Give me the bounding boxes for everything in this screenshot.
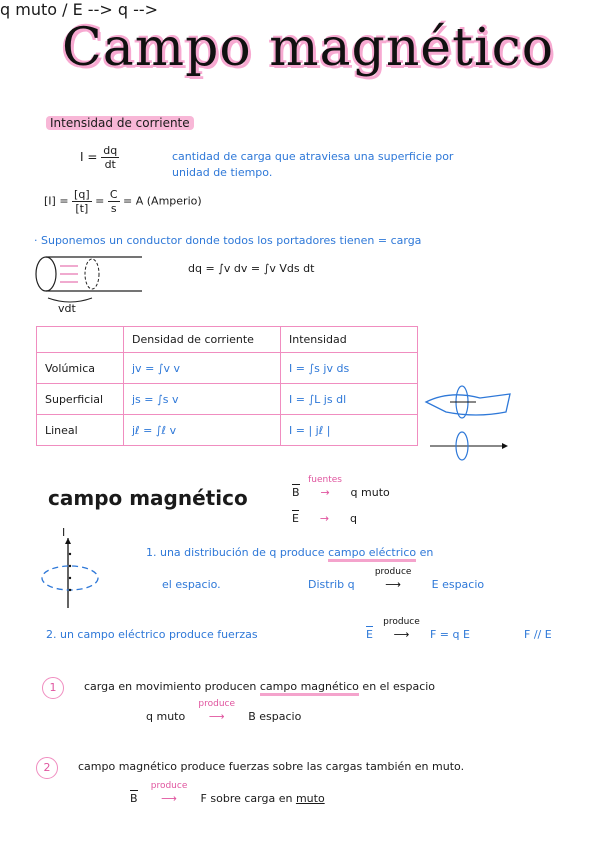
table-cell: I = ∫L js dl (281, 384, 418, 415)
stmt1-highlight: campo magnético (260, 680, 359, 696)
stmt1-text-a: carga en movimiento producen (84, 680, 257, 693)
stmt1-formula (146, 699, 302, 723)
density-table (36, 326, 418, 446)
e-vector: E (292, 512, 299, 525)
heading-highlight: Intensidad de corriente (46, 116, 194, 130)
units-fraction-1 (72, 188, 92, 215)
point2-formula-left: E (366, 628, 373, 641)
def-lhs: I = (80, 150, 98, 164)
stmt2-arrow-label: produce (150, 781, 188, 791)
units-lhs: [I] = (44, 194, 69, 208)
stmt2-text: campo magnético produce fuerzas sobre las cargas también en muto. (78, 760, 465, 773)
point1-text-b: en (419, 546, 434, 559)
def-text-line1: cantidad de carga que atraviesa una superficie por (172, 150, 454, 163)
table-cell: Lineal (37, 415, 124, 446)
suppose-text: · Suponemos un conductor donde todos los portadores tienen = carga (34, 234, 422, 247)
point1-formula (308, 567, 485, 591)
stmt2-formula-left: B (130, 792, 138, 805)
stmt2-number: 2 (36, 757, 58, 779)
point1-text-a: 1. una distribución de q produce (146, 546, 325, 559)
table-row (37, 415, 418, 446)
stmt1-number-badge (42, 676, 64, 699)
point1-arrow: produce ⟶ (358, 578, 428, 591)
point2-parallel: F // E (524, 628, 552, 641)
stmt1-formula-right: B espacio (248, 710, 302, 723)
def-denominator: dt (104, 158, 116, 171)
e-target: q (349, 512, 357, 525)
table-cell: js = ∫s v (124, 384, 281, 415)
table-cell: jv = ∫v v (124, 353, 281, 384)
point1-formula-left: Distrib q (308, 578, 355, 591)
i-label: I (62, 526, 66, 539)
stmt2-number-badge (36, 756, 58, 779)
units-den2: s (110, 202, 117, 215)
b-arrow: fuentes → (303, 486, 347, 499)
table-cell: Volúmica (37, 353, 124, 384)
stmt2-underlined: muto (295, 792, 325, 805)
section-heading-intensidad (46, 116, 194, 130)
def-text-line2: unidad de tiempo. (172, 166, 273, 179)
table-header-cell: Intensidad (281, 327, 418, 353)
point2-formula (366, 617, 470, 641)
stmt1-arrow: produce ⟶ (189, 710, 245, 723)
table-cell: jℓ = ∫ℓ v (124, 415, 281, 446)
e-source-line (292, 512, 357, 525)
section-heading-campo: campo magnético (48, 486, 248, 510)
e-arrow: → (319, 512, 330, 525)
table-header-cell (37, 327, 124, 353)
units-num2: C (109, 188, 118, 201)
units-num1: [q] (74, 188, 90, 201)
stmt2-formula (130, 781, 325, 805)
table-header-cell: Densidad de corriente (124, 327, 281, 353)
stmt1-formula-left: q muto (146, 710, 186, 723)
stmt1-number: 1 (42, 677, 64, 699)
b-target: q muto (350, 486, 390, 499)
point1-arrow-label: produce (374, 567, 412, 577)
def-fraction (101, 144, 119, 171)
stmt1-arrow-label: produce (198, 699, 236, 709)
dq-formula: dq = ∫v dv = ∫v Vds dt (188, 262, 315, 275)
point2-arrow-label: produce (383, 617, 420, 627)
units-rhs: = A (Amperio) (123, 194, 202, 208)
table-row (37, 353, 418, 384)
intensity-definition (80, 144, 119, 171)
point1-continuation: el espacio. (162, 578, 221, 591)
page-title: Campo magnético (62, 18, 555, 78)
vdt-label: vdt (58, 302, 76, 315)
table-cell: Superficial (37, 384, 124, 415)
point2-formula-right: F = q E (429, 628, 470, 641)
b-source-line (292, 475, 390, 499)
units-den1: [t] (75, 202, 89, 215)
point1-formula-right: E espacio (431, 578, 485, 591)
units-line (44, 188, 202, 215)
point2-text: 2. un campo eléctrico produce fuerzas (46, 628, 258, 641)
conductor-sketch (30, 254, 150, 316)
stmt2-formula-right: F sobre carga en (200, 792, 293, 805)
wire-field-sketch (40, 538, 106, 610)
stmt2-arrow: produce ⟶ (141, 792, 197, 805)
table-cell: I = ∫s jv ds (281, 353, 418, 384)
surface-current-sketch (420, 372, 520, 464)
units-fraction-2 (108, 188, 120, 215)
stmt1-line (84, 680, 435, 693)
point1-highlight: campo eléctrico (328, 546, 416, 562)
b-vector: B (292, 486, 300, 499)
table-header-row (37, 327, 418, 353)
table-cell: I = | jℓ | (281, 415, 418, 446)
table-row (37, 384, 418, 415)
stmt1-text-b: en el espacio (362, 680, 436, 693)
point2-arrow: produce ⟶ (376, 628, 426, 641)
def-numerator: dq (103, 144, 118, 157)
b-arrow-label: fuentes (308, 475, 342, 485)
units-eq: = (95, 194, 105, 208)
point1-line (146, 546, 433, 559)
